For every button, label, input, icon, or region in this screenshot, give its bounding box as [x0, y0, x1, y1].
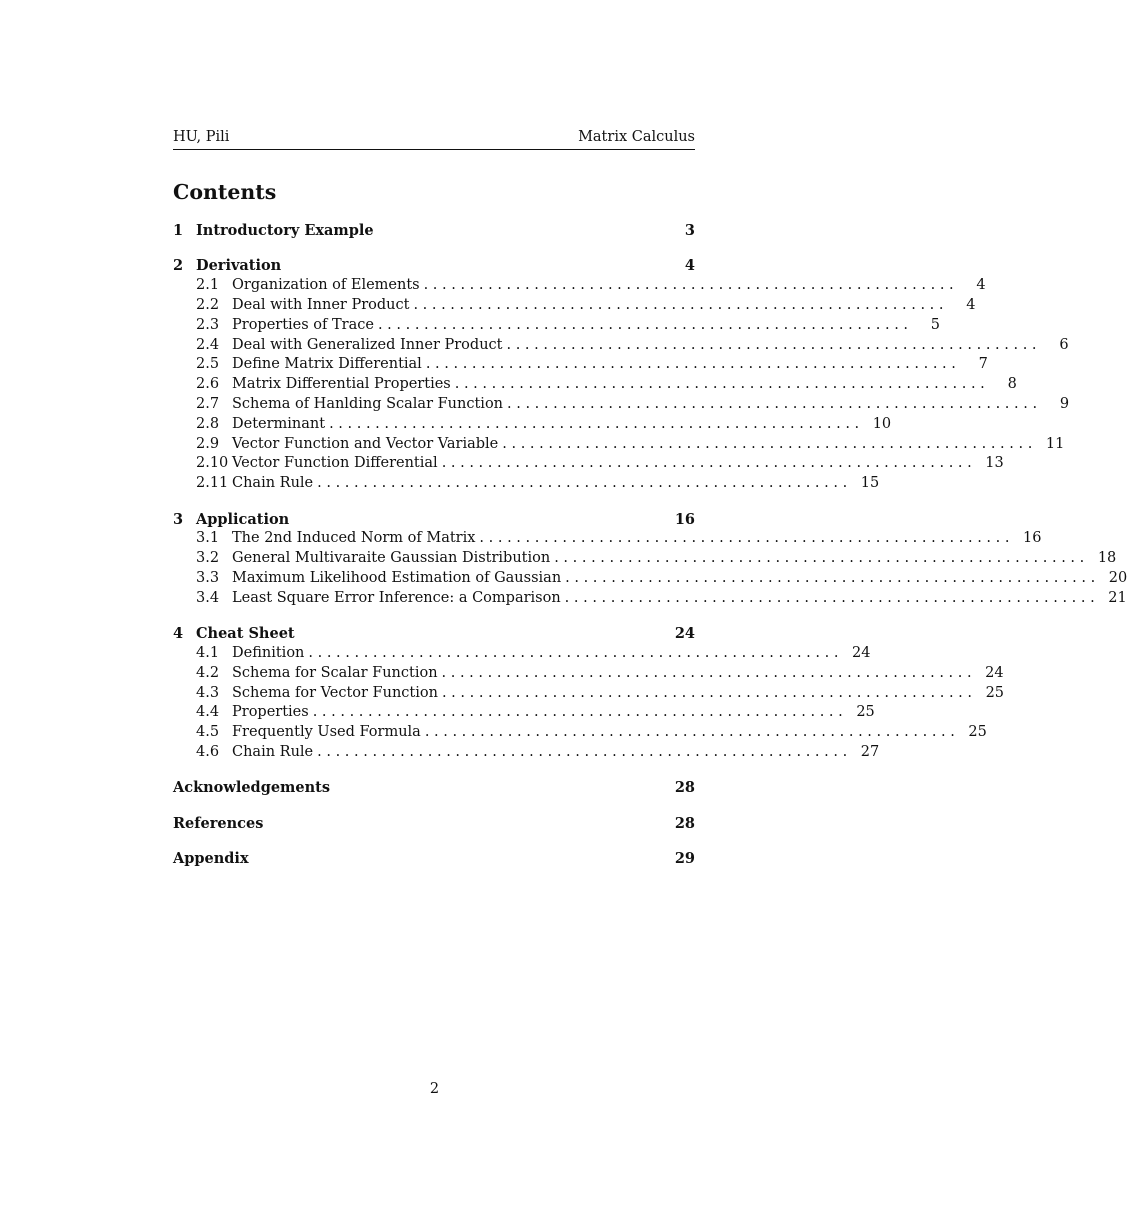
dot-leader: . . . . . . . . . . . . . . . . . . . . . . . . . . . . . . . . . . . . . . . . . . . . . . . . . . . . . . . . . .	[564, 589, 1095, 606]
toc-section-entry[interactable]	[173, 849, 695, 869]
toc-subsection-entry[interactable]	[173, 415, 892, 435]
subsection-title: General Multivaraite Gaussian Distribution	[232, 550, 551, 567]
toc-section-entry[interactable]	[173, 778, 695, 798]
subsection-title: Chain Rule	[232, 743, 314, 760]
subsection-page: 5	[930, 316, 941, 333]
subsection-number: 4.6	[196, 743, 220, 760]
toc-subsection-entry[interactable]	[173, 395, 1070, 415]
dot-leader: . . . . . . . . . . . . . . . . . . . . . . . . . . . . . . . . . . . . . . . . . . . . . . . . . . . . . . . . . .	[413, 296, 944, 313]
section-page: 24	[674, 625, 695, 643]
dot-leader: . . . . . . . . . . . . . . . . . . . . . . . . . . . . . . . . . . . . . . . . . . . . . . . . . . . . . . . . . .	[317, 743, 848, 760]
subsection-page: 6	[1059, 336, 1069, 353]
subsection-number: 3.4	[196, 589, 220, 606]
section-number: 1	[173, 222, 184, 239]
subsection-number: 2.11	[196, 475, 229, 492]
toc-section	[173, 849, 695, 869]
subsection-page: 10	[872, 415, 892, 432]
section-title: References	[173, 814, 264, 832]
dot-leader: . . . . . . . . . . . . . . . . . . . . . . . . . . . . . . . . . . . . . . . . . . . . . . . . . . . . . . . . . .	[308, 644, 839, 661]
subsection-number: 2.10	[196, 455, 229, 472]
section-number: 2	[173, 257, 184, 275]
subsection-title: The 2nd Induced Norm of Matrix	[232, 530, 476, 547]
section-number: 4	[173, 625, 184, 643]
subsection-title: Definition	[232, 644, 305, 661]
subsection-page: 15	[860, 475, 880, 492]
dot-leader: . . . . . . . . . . . . . . . . . . . . . . . . . . . . . . . . . . . . . . . . . . . . . . . . . . . . . . . . . .	[507, 395, 1038, 412]
toc-subsection-entry[interactable]	[173, 375, 1017, 395]
toc-section	[173, 510, 1127, 609]
subsection-title: Schema for Vector Function	[232, 684, 438, 701]
subsection-page: 25	[856, 704, 875, 721]
subsection-page: 7	[978, 356, 988, 373]
subsection-number: 2.5	[196, 356, 220, 373]
subsection-number: 2.1	[196, 277, 220, 294]
subsection-page: 27	[860, 743, 880, 760]
toc-subsection-entry[interactable]	[173, 454, 1004, 474]
dot-leader: . . . . . . . . . . . . . . . . . . . . . . . . . . . . . . . . . . . . . . . . . . . . . . . . . . . . . . . . . .	[317, 475, 848, 492]
header-author: HU, Pili	[173, 129, 230, 145]
subsection-number: 2.7	[196, 395, 220, 412]
subsection-title: Least Square Error Inference: a Comparison	[232, 589, 561, 606]
dot-leader: . . . . . . . . . . . . . . . . . . . . . . . . . . . . . . . . . . . . . . . . . . . . . . . . . . . . . . . . . .	[441, 664, 972, 681]
toc-section-entry[interactable]	[173, 814, 695, 834]
section-number: 3	[173, 510, 184, 528]
table-of-contents	[173, 221, 1127, 869]
section-page: 16	[674, 510, 695, 528]
section-title: Introductory Example	[196, 222, 374, 239]
section-title: Application	[196, 510, 290, 528]
subsection-title: Determinant	[232, 415, 326, 432]
toc-section	[173, 778, 695, 798]
toc-section	[173, 624, 1005, 763]
subsection-page: 21	[1108, 589, 1127, 606]
subsection-number: 4.3	[196, 684, 220, 701]
toc-subsection-entry[interactable]	[173, 684, 1005, 704]
subsection-title: Deal with Generalized Inner Product	[232, 336, 503, 353]
subsection-title: Properties	[232, 704, 309, 721]
subsection-number: 2.4	[196, 336, 220, 353]
subsection-number: 2.6	[196, 376, 220, 393]
toc-subsection-entry[interactable]	[173, 723, 987, 743]
toc-subsection-entry[interactable]	[173, 644, 871, 664]
toc-subsection-entry[interactable]	[173, 664, 1004, 684]
subsection-number: 2.2	[196, 296, 220, 313]
dot-leader: . . . . . . . . . . . . . . . . . . . . . . . . . . . . . . . . . . . . . . . . . . . . . . . . . . . . . . . . . .	[441, 455, 972, 472]
section-title: Appendix	[173, 850, 249, 868]
subsection-page: 24	[852, 644, 871, 661]
dot-leader: . . . . . . . . . . . . . . . . . . . . . . . . . . . . . . . . . . . . . . . . . . . . . . . . . . . . . . . . . .	[441, 684, 973, 701]
subsection-title: Organization of Elements	[232, 277, 420, 294]
toc-subsection-entry[interactable]	[173, 549, 1117, 569]
section-page: 29	[674, 850, 695, 868]
subsection-number: 3.2	[196, 550, 220, 567]
dot-leader: . . . . . . . . . . . . . . . . . . . . . . . . . . . . . . . . . . . . . . . . . . . . . . . . . . . . . . . . . .	[377, 316, 909, 333]
toc-section-entry[interactable]	[173, 256, 695, 276]
subsection-title: Chain Rule	[232, 475, 314, 492]
dot-leader: . . . . . . . . . . . . . . . . . . . . . . . . . . . . . . . . . . . . . . . . . . . . . . . . . . . . . . . . . .	[502, 435, 1033, 452]
toc-section	[173, 221, 695, 241]
subsection-page: 13	[985, 455, 1004, 472]
toc-subsection-entry[interactable]	[173, 589, 1127, 609]
subsection-page: 18	[1097, 550, 1117, 567]
subsection-page: 4	[976, 277, 986, 294]
subsection-number: 3.3	[196, 569, 220, 586]
header-title: Matrix Calculus	[578, 129, 695, 145]
subsection-page: 25	[985, 684, 1005, 701]
dot-leader: . . . . . . . . . . . . . . . . . . . . . . . . . . . . . . . . . . . . . . . . . . . . . . . . . . . . . . . . . .	[312, 704, 843, 721]
dot-leader: . . . . . . . . . . . . . . . . . . . . . . . . . . . . . . . . . . . . . . . . . . . . . . . . . . . . . . . . . .	[565, 569, 1096, 586]
subsection-title: Schema for Scalar Function	[232, 664, 438, 681]
running-header	[173, 128, 695, 150]
section-page: 28	[674, 779, 695, 797]
subsection-title: Define Matrix Differential	[232, 356, 422, 373]
subsection-page: 4	[966, 296, 976, 313]
subsection-page: 16	[1023, 530, 1042, 547]
toc-subsection-entry[interactable]	[173, 316, 941, 336]
dot-leader: . . . . . . . . . . . . . . . . . . . . . . . . . . . . . . . . . . . . . . . . . . . . . . . . . . . . . . . . . .	[424, 724, 955, 741]
toc-subsection-entry[interactable]	[173, 336, 1069, 356]
section-title: Derivation	[196, 257, 282, 275]
subsection-page: 20	[1108, 569, 1127, 586]
subsection-title: Maximum Likelihood Estimation of Gaussian	[232, 569, 562, 586]
dot-leader: . . . . . . . . . . . . . . . . . . . . . . . . . . . . . . . . . . . . . . . . . . . . . . . . . . . . . . . . . .	[329, 415, 860, 432]
dot-leader: . . . . . . . . . . . . . . . . . . . . . . . . . . . . . . . . . . . . . . . . . . . . . . . . . . . . . . . . . .	[423, 277, 954, 294]
toc-section	[173, 814, 695, 834]
toc-section-entry[interactable]	[173, 624, 695, 644]
subsection-number: 4.5	[196, 724, 220, 741]
toc-subsection-entry[interactable]	[173, 474, 880, 494]
dot-leader: . . . . . . . . . . . . . . . . . . . . . . . . . . . . . . . . . . . . . . . . . . . . . . . . . . . . . . . . . .	[454, 376, 985, 393]
subsection-title: Vector Function and Vector Variable	[232, 435, 499, 452]
toc-subsection-entry[interactable]	[173, 435, 1065, 455]
toc-section-entry[interactable]	[173, 221, 695, 241]
dot-leader: . . . . . . . . . . . . . . . . . . . . . . . . . . . . . . . . . . . . . . . . . . . . . . . . . . . . . . . . . .	[425, 356, 956, 373]
subsection-title: Schema of Hanlding Scalar Function	[232, 395, 504, 412]
toc-subsection-entry[interactable]	[173, 529, 1042, 549]
toc-subsection-entry[interactable]	[173, 355, 988, 375]
toc-title: Contents	[173, 180, 277, 204]
subsection-number: 2.8	[196, 415, 220, 432]
subsection-title: Deal with Inner Product	[232, 296, 410, 313]
subsection-page: 25	[968, 724, 987, 741]
subsection-page: 8	[1007, 376, 1017, 393]
subsection-number: 3.1	[196, 530, 220, 547]
toc-subsection-entry[interactable]	[173, 296, 976, 316]
toc-subsection-entry[interactable]	[173, 743, 880, 763]
toc-subsection-entry[interactable]	[173, 703, 875, 723]
section-page: 3	[684, 222, 695, 239]
page-number: 2	[429, 1081, 440, 1097]
subsection-number: 2.9	[196, 435, 220, 452]
subsection-number: 4.4	[196, 704, 220, 721]
section-page: 28	[674, 814, 695, 832]
section-page: 4	[684, 257, 695, 275]
subsection-page: 24	[985, 664, 1004, 681]
section-title: Acknowledgements	[173, 779, 331, 797]
toc-section	[173, 256, 1070, 494]
subsection-title: Properties of Trace	[232, 316, 374, 333]
toc-section-entry[interactable]	[173, 510, 695, 530]
subsection-page: 9	[1059, 395, 1070, 412]
subsection-title: Matrix Differential Properties	[232, 376, 451, 393]
dot-leader: . . . . . . . . . . . . . . . . . . . . . . . . . . . . . . . . . . . . . . . . . . . . . . . . . . . . . . . . . .	[506, 336, 1037, 353]
subsection-title: Vector Function Differential	[232, 455, 438, 472]
toc-subsection-entry[interactable]	[173, 276, 986, 296]
subsection-number: 4.1	[196, 644, 220, 661]
toc-subsection-entry[interactable]	[173, 569, 1127, 589]
subsection-number: 2.3	[196, 316, 220, 333]
subsection-page: 11	[1045, 435, 1065, 452]
dot-leader: . . . . . . . . . . . . . . . . . . . . . . . . . . . . . . . . . . . . . . . . . . . . . . . . . . . . . . . . . .	[554, 550, 1085, 567]
section-title: Cheat Sheet	[196, 625, 295, 643]
subsection-number: 4.2	[196, 664, 220, 681]
subsection-title: Frequently Used Formula	[232, 724, 421, 741]
document-page	[173, 128, 1127, 884]
dot-leader: . . . . . . . . . . . . . . . . . . . . . . . . . . . . . . . . . . . . . . . . . . . . . . . . . . . . . . . . . .	[479, 530, 1010, 547]
